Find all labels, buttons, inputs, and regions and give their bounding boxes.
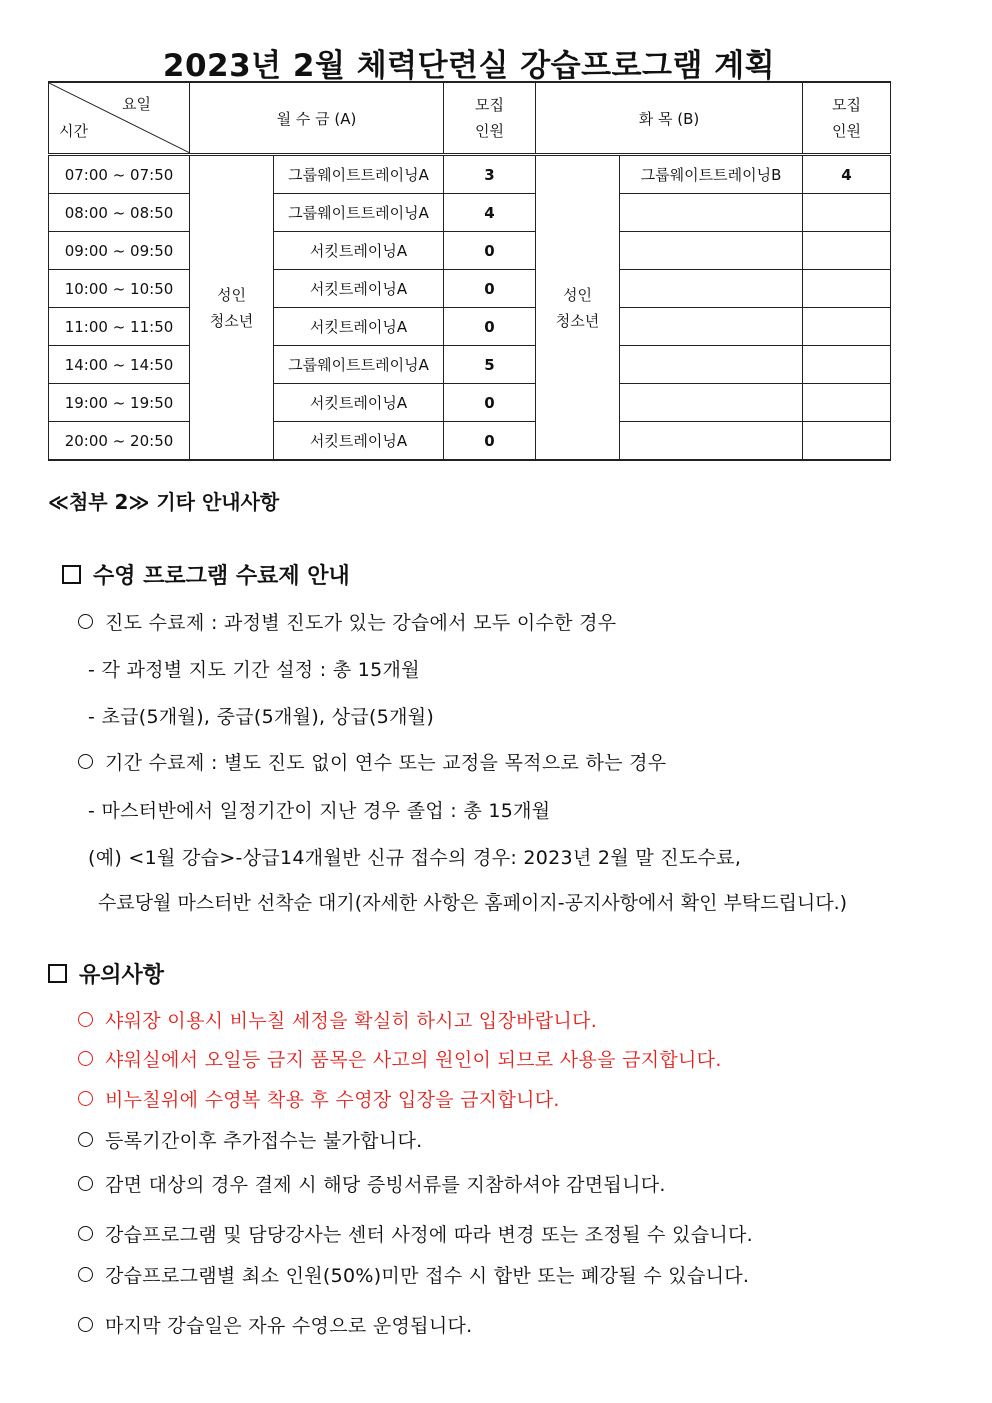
table-row (49, 270, 891, 308)
swim-line-2: - 각 과정별 지도 기간 설정 : 총 15개월 (88, 659, 420, 681)
swim-line-6: (예) <1월 강습>-상급14개월반 신규 접수의 경우: 2023년 2월 말 진도수료, (88, 847, 742, 869)
time-cell: 11:00 ~ 11:50 (49, 308, 190, 346)
circle-bullet-icon (78, 1091, 93, 1106)
day-label: 요일 (122, 95, 151, 113)
program-b-cell (620, 346, 803, 384)
table-header-row (49, 82, 891, 155)
diagonal-line (49, 83, 190, 153)
count-b-cell: 4 (803, 155, 891, 194)
table-row (49, 194, 891, 232)
count-b-cell (803, 384, 891, 422)
recruit-b-header: 모집 인원 (803, 82, 891, 155)
circle-bullet-icon (78, 1051, 93, 1066)
circle-bullet-icon (78, 614, 93, 629)
count-b-cell (803, 270, 891, 308)
count-a-cell: 0 (444, 270, 536, 308)
section-swim-heading: 수영 프로그램 수료제 안내 (62, 559, 350, 590)
time-cell: 10:00 ~ 10:50 (49, 270, 190, 308)
circle-bullet-icon (78, 1317, 93, 1332)
program-a-cell: 서킷트레이닝A (274, 270, 444, 308)
mon-wed-fri-header: 월 수 금 (A) (190, 82, 444, 155)
count-b-cell (803, 232, 891, 270)
program-a-cell: 서킷트레이닝A (274, 232, 444, 270)
program-b-cell (620, 384, 803, 422)
notice-line: 강습프로그램 및 담당강사는 센터 사정에 따라 변경 또는 조정될 수 있습니다. (78, 1220, 753, 1247)
notice-line: 감면 대상의 경우 결제 시 해당 증빙서류를 지참하셔야 감면됩니다. (78, 1170, 666, 1197)
page-title: 2023년 2월 체력단련실 강습프로그램 계획 (162, 48, 776, 84)
target-b-cell: 성인 청소년 (536, 155, 620, 461)
time-cell: 14:00 ~ 14:50 (49, 346, 190, 384)
notice-line: 비누칠위에 수영복 착용 후 수영장 입장을 금지합니다. (78, 1085, 560, 1112)
circle-bullet-icon (78, 754, 93, 769)
notice-line: 강습프로그램별 최소 인원(50%)미만 접수 시 합반 또는 폐강될 수 있습니다. (78, 1261, 749, 1288)
time-label: 시간 (59, 122, 88, 140)
table-row (49, 308, 891, 346)
swim-line-7: 수료당월 마스터반 선착순 대기(자세한 사항은 홈페이지-공지사항에서 확인 부탁드립니다.) (98, 892, 848, 914)
table-row (49, 346, 891, 384)
table-row (49, 155, 891, 194)
program-b-cell (620, 232, 803, 270)
count-a-cell: 0 (444, 232, 536, 270)
count-a-cell: 0 (444, 384, 536, 422)
tue-thu-header: 화 목 (B) (536, 82, 803, 155)
time-cell: 07:00 ~ 07:50 (49, 155, 190, 194)
program-a-cell: 서킷트레이닝A (274, 422, 444, 461)
count-b-cell (803, 422, 891, 461)
table-row (49, 384, 891, 422)
count-a-cell: 0 (444, 422, 536, 461)
program-b-cell (620, 308, 803, 346)
program-a-cell: 그룹웨이트트레이닝A (274, 194, 444, 232)
table-row (49, 422, 891, 461)
count-a-cell: 4 (444, 194, 536, 232)
time-cell: 20:00 ~ 20:50 (49, 422, 190, 461)
recruit-a-header: 모집 인원 (444, 82, 536, 155)
program-a-cell: 그룹웨이트트레이닝A (274, 346, 444, 384)
count-a-cell: 0 (444, 308, 536, 346)
time-cell: 09:00 ~ 09:50 (49, 232, 190, 270)
swim-line-3: - 초급(5개월), 중급(5개월), 상급(5개월) (88, 706, 435, 728)
circle-bullet-icon (78, 1267, 93, 1282)
square-bullet-icon (62, 565, 81, 584)
count-a-cell: 5 (444, 346, 536, 384)
program-b-cell (620, 270, 803, 308)
target-a-cell: 성인 청소년 (190, 155, 274, 461)
circle-bullet-icon (78, 1132, 93, 1147)
count-b-cell (803, 308, 891, 346)
notice-line: 샤워장 이용시 비누칠 세정을 확실히 하시고 입장바랍니다. (78, 1006, 597, 1033)
table-row (49, 232, 891, 270)
notice-line: 등록기간이후 추가접수는 불가합니다. (78, 1126, 422, 1153)
circle-bullet-icon (78, 1226, 93, 1241)
schedule-table (48, 81, 891, 461)
section-notice-heading: 유의사항 (48, 958, 164, 989)
count-b-cell (803, 346, 891, 384)
program-b-cell (620, 422, 803, 461)
program-a-cell: 서킷트레이닝A (274, 308, 444, 346)
program-a-cell: 그룹웨이트트레이닝A (274, 155, 444, 194)
time-cell: 19:00 ~ 19:50 (49, 384, 190, 422)
program-a-cell: 서킷트레이닝A (274, 384, 444, 422)
diagonal-header-cell (49, 82, 190, 155)
swim-line-4: 기간 수료제 : 별도 진도 없이 연수 또는 교정을 목적으로 하는 경우 (78, 748, 666, 775)
square-bullet-icon (48, 964, 67, 983)
swim-line-1: 진도 수료제 : 과정별 진도가 있는 강습에서 모두 이수한 경우 (78, 608, 616, 635)
notice-line: 샤워실에서 오일등 금지 품목은 사고의 원인이 되므로 사용을 금지합니다. (78, 1045, 722, 1072)
program-b-cell: 그룹웨이트트레이닝B (620, 155, 803, 194)
circle-bullet-icon (78, 1012, 93, 1027)
circle-bullet-icon (78, 1176, 93, 1191)
attachment-title: ≪첨부 2≫ 기타 안내사항 (48, 490, 280, 514)
notice-line: 마지막 강습일은 자유 수영으로 운영됩니다. (78, 1311, 472, 1338)
swim-line-5: - 마스터반에서 일정기간이 지난 경우 졸업 : 총 15개월 (88, 800, 551, 822)
count-a-cell: 3 (444, 155, 536, 194)
time-cell: 08:00 ~ 08:50 (49, 194, 190, 232)
count-b-cell (803, 194, 891, 232)
program-b-cell (620, 194, 803, 232)
